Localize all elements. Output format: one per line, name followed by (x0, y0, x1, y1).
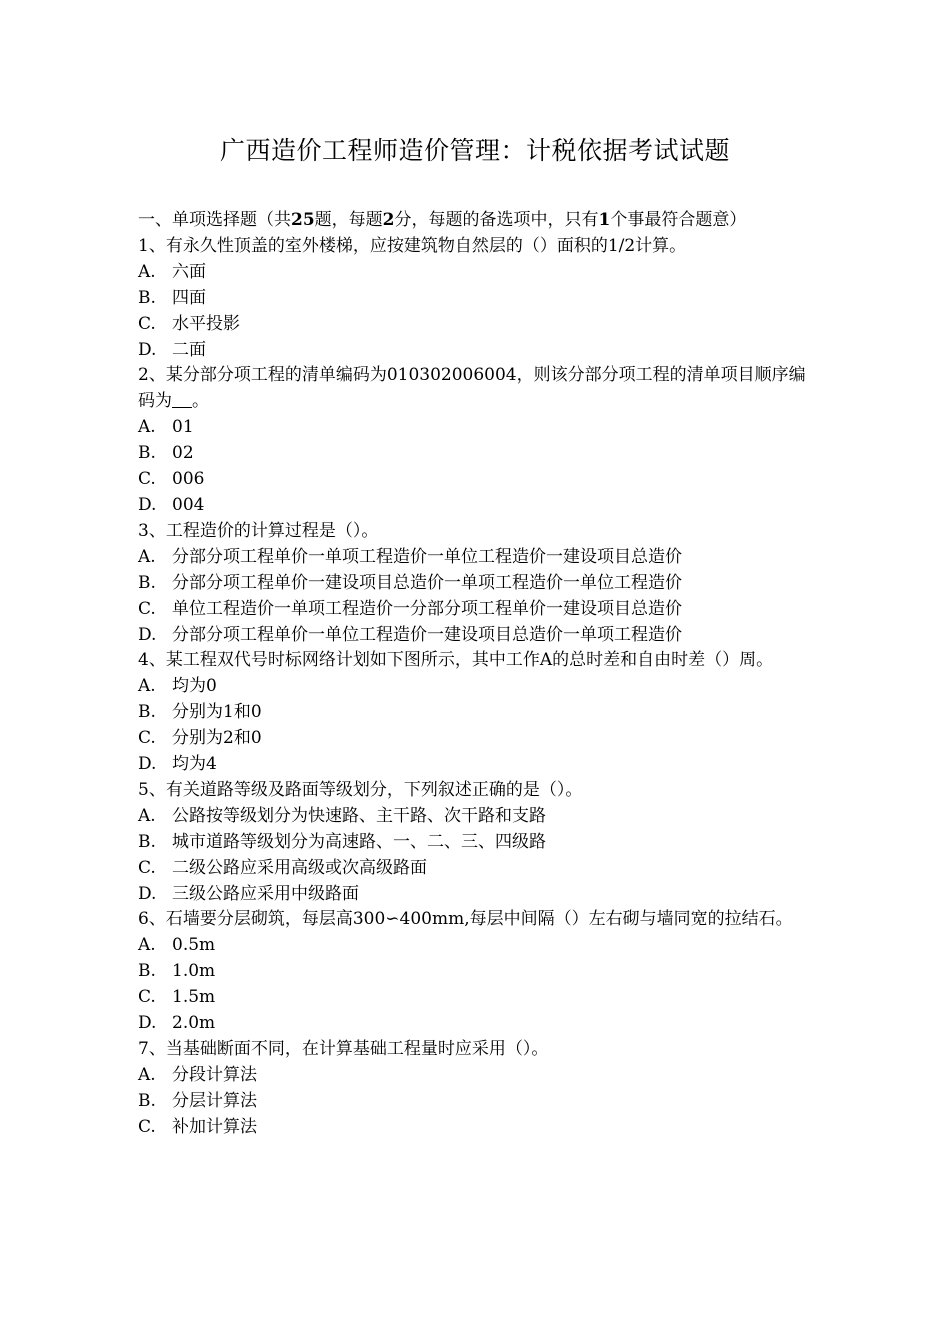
correct-answer-count: 1 (598, 210, 611, 230)
option-text: 02 (172, 443, 194, 464)
option-text: 水平投影 (172, 313, 240, 334)
option-letter: B. (138, 702, 156, 723)
option-letter: A. (138, 805, 156, 826)
option-3b (138, 571, 818, 597)
option-text: 1.0m (172, 961, 216, 982)
option-text: 公路按等级划分为快速路、主干路、次干路和支路 (172, 805, 546, 826)
option-text: 006 (172, 469, 205, 490)
option-text: 分段计算法 (172, 1064, 257, 1085)
option-2a (138, 415, 818, 441)
option-text: 分别为2和0 (172, 728, 262, 749)
option-letter: B. (138, 572, 156, 593)
option-text: 004 (172, 494, 205, 515)
option-text: 分层计算法 (172, 1090, 257, 1111)
option-3c (138, 597, 818, 623)
section-heading-text: 一、单项选择题（共 (138, 210, 291, 230)
option-letter: D. (138, 754, 157, 775)
option-text: 2.0m (172, 1013, 216, 1034)
option-3a (138, 545, 818, 571)
option-1b (138, 286, 818, 312)
option-5b (138, 830, 818, 856)
option-text: 分别为1和0 (172, 702, 262, 723)
option-letter: A. (138, 935, 156, 956)
option-letter: A. (138, 546, 156, 567)
option-text: 1.5m (172, 987, 216, 1008)
option-5c (138, 856, 818, 882)
option-4d (138, 752, 818, 778)
option-text: 三级公路应采用中级路面 (172, 883, 359, 904)
option-7b (138, 1089, 818, 1115)
option-letter: C. (138, 598, 156, 619)
option-letter: A. (138, 417, 156, 438)
option-letter: D. (138, 624, 157, 645)
option-2d (138, 493, 818, 519)
option-text: 六面 (172, 261, 206, 282)
option-letter: D. (138, 494, 157, 515)
option-letter: B. (138, 443, 156, 464)
option-letter: D. (138, 1013, 157, 1034)
option-1c (138, 312, 818, 338)
option-text: 均为4 (172, 754, 217, 775)
option-6c (138, 985, 818, 1011)
option-text: 均为0 (172, 676, 217, 697)
option-letter: C. (138, 313, 156, 334)
option-letter: B. (138, 961, 156, 982)
option-text: 二级公路应采用高级或次高级路面 (172, 857, 427, 878)
question-text: 2、某分部分项工程的清单编码为010302006004，则该分部分项工程的清单项目顺序编码为 (138, 365, 806, 412)
option-2c (138, 467, 818, 493)
option-text: 01 (172, 417, 194, 438)
option-text: 二面 (172, 339, 206, 360)
option-letter: D. (138, 883, 157, 904)
option-letter: C. (138, 469, 156, 490)
option-7c (138, 1115, 818, 1141)
option-letter: A. (138, 676, 156, 697)
option-letter: C. (138, 728, 156, 749)
option-letter: B. (138, 831, 156, 852)
option-1d (138, 338, 818, 364)
question-text-tail: 。 (192, 391, 209, 412)
option-letter: A. (138, 261, 156, 282)
option-6b (138, 959, 818, 985)
question-5: 5、有关道路等级及路面等级划分，下列叙述正确的是（）。 (138, 779, 583, 800)
option-text: 分部分项工程单价一单项工程造价一单位工程造价一建设项目总造价 (172, 546, 682, 567)
option-letter: B. (138, 287, 156, 308)
option-text: 0.5m (172, 935, 216, 956)
option-4a (138, 674, 818, 700)
section-heading-text: 个事最符合题意） (610, 210, 747, 230)
option-text: 分部分项工程单价一单位工程造价一建设项目总造价一单项工程造价 (172, 624, 682, 645)
question-1: 1、有永久性顶盖的室外楼梯，应按建筑物自然层的（）面积的1/2计算。 (138, 235, 687, 256)
option-letter: D. (138, 339, 157, 360)
document-title: 广西造价工程师造价管理：计税依据考试试题 (219, 136, 730, 165)
answer-blank (172, 393, 192, 408)
option-text: 分部分项工程单价一建设项目总造价一单项工程造价一单位工程造价 (172, 572, 682, 593)
section-heading-text: 题，每题 (314, 210, 383, 230)
question-6: 6、石墙要分层砌筑，每层高300∽400mm,每层中间隔（）左右砌与墙同宽的拉结石。 (138, 909, 793, 930)
option-letter: A. (138, 1064, 156, 1085)
question-7: 7、当基础断面不同，在计算基础工程量时应采用（）。 (138, 1039, 549, 1059)
option-text: 单位工程造价一单项工程造价一分部分项工程单价一建设项目总造价 (172, 598, 682, 619)
option-1a (138, 260, 818, 286)
option-letter: B. (138, 1090, 156, 1111)
option-4b (138, 700, 818, 726)
option-letter: C. (138, 1116, 156, 1137)
option-4c (138, 726, 818, 752)
option-5a (138, 804, 818, 830)
section-heading-text: 分，每题的备选项中，只有 (394, 210, 599, 230)
option-letter: C. (138, 987, 156, 1008)
option-7a (138, 1063, 818, 1089)
option-letter: C. (138, 857, 156, 878)
option-text: 四面 (172, 287, 206, 308)
question-4: 4、某工程双代号时标网络计划如下图所示，其中工作A的总时差和自由时差（）周。 (138, 650, 774, 671)
option-text: 城市道路等级划分为高速路、一、二、三、四级路 (172, 831, 546, 852)
points-per-question: 2 (382, 210, 395, 230)
option-6a (138, 933, 818, 959)
document-body (138, 208, 818, 1141)
option-text: 补加计算法 (172, 1116, 257, 1137)
question-3: 3、工程造价的计算过程是（）。 (138, 520, 379, 541)
question-count: 25 (291, 210, 315, 230)
option-5d (138, 882, 818, 908)
section-heading (138, 208, 818, 234)
question-2 (138, 363, 818, 415)
option-3d (138, 623, 818, 649)
option-6d (138, 1011, 818, 1037)
option-2b (138, 441, 818, 467)
